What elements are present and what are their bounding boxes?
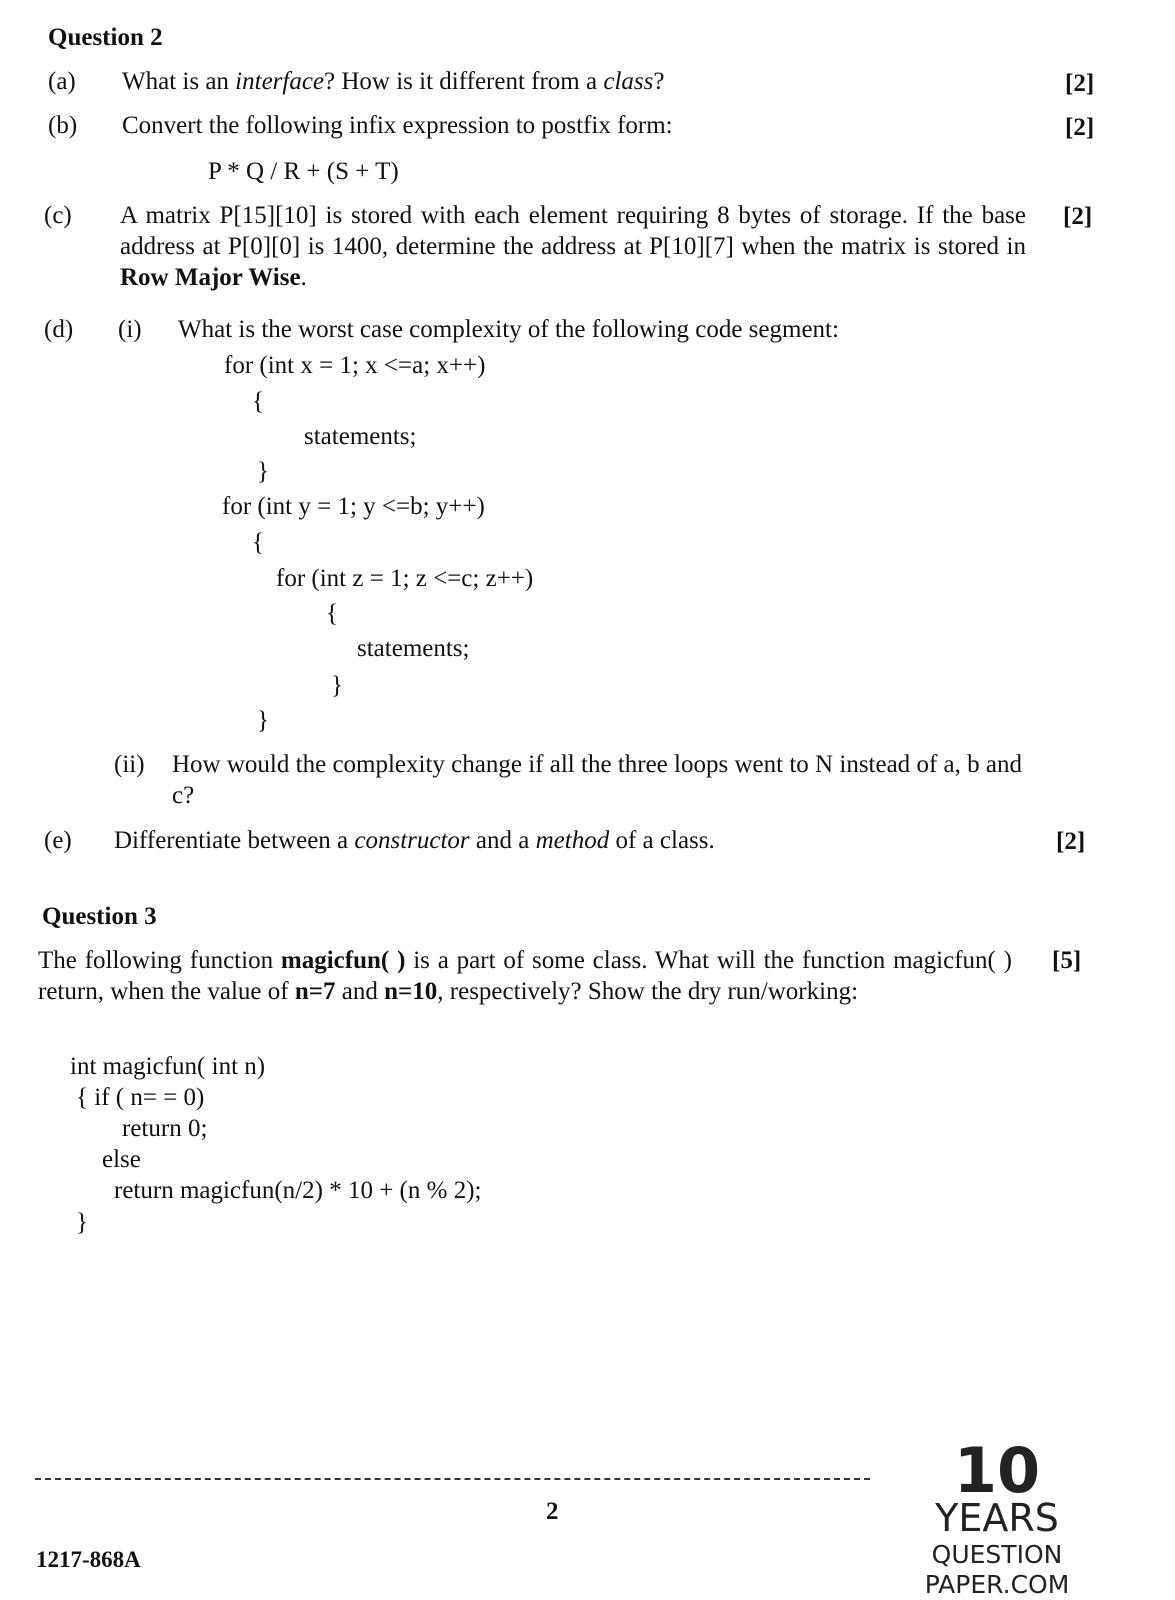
code-line: for (int y = 1; y <=b; y++) xyxy=(222,493,485,520)
q2d-i-label: (i) xyxy=(118,316,142,343)
q2e-marks: [2] xyxy=(1056,828,1086,855)
q2a-text: What is an interface? How is it different from a class? xyxy=(122,68,665,95)
q2b-expression: P * Q / R + (S + T) xyxy=(208,158,399,185)
logo-number: 10 xyxy=(953,1434,1041,1507)
code-line: statements; xyxy=(357,635,470,662)
q2e-label: (e) xyxy=(44,827,72,854)
q2c-marks: [2] xyxy=(1063,203,1093,230)
code-line: { if ( n= = 0) xyxy=(76,1084,205,1111)
question-2-title: Question 2 xyxy=(48,24,163,51)
q3-marks: [5] xyxy=(1052,947,1082,974)
code-line: for (int z = 1; z <=c; z++) xyxy=(276,565,534,592)
q2b-label: (b) xyxy=(48,112,78,139)
q2b-text: Convert the following infix expression to postfix form: xyxy=(122,112,673,139)
logo-site: QUESTION PAPER.COM xyxy=(924,1540,1070,1599)
q2d-ii-text: How would the complexity change if all the three loops went to N instead of a, b and c? xyxy=(172,751,1022,809)
code-line: } xyxy=(257,458,269,485)
code-line: { xyxy=(252,388,264,415)
logo-years: YEARS xyxy=(935,1496,1059,1540)
q2d-ii-label: (ii) xyxy=(114,751,145,778)
q2b-marks: [2] xyxy=(1065,114,1095,141)
code-line: statements; xyxy=(304,423,417,450)
code-line: return magicfun(n/2) * 10 + (n % 2); xyxy=(114,1177,482,1204)
q2c-text: A matrix P[15][10] is stored with each element requiring 8 bytes of storage. If the base address at P[0][0] is 1400, determine the address at P[10][7] when the matrix is stored in Row Major Wise. xyxy=(120,202,1026,291)
footer-divider xyxy=(35,1478,870,1480)
q3-text: The following function magicfun( ) is a part of some class. What will the function magicfun( ) return, when the value of n=7 and n=10, respectively? Show the dry run/working: xyxy=(38,947,1012,1005)
q2d-i-text: What is the worst case complexity of the following code segment: xyxy=(178,316,839,343)
code-line: return 0; xyxy=(122,1115,208,1142)
page-number: 2 xyxy=(546,1498,559,1525)
code-line: int magicfun( int n) xyxy=(70,1053,266,1080)
code-line: { xyxy=(326,600,338,627)
site-logo xyxy=(872,1434,1122,1599)
q2a-label: (a) xyxy=(48,68,76,95)
q2a-marks: [2] xyxy=(1065,70,1095,97)
code-line: else xyxy=(102,1146,141,1173)
code-line: for (int x = 1; x <=a; x++) xyxy=(224,352,486,379)
code-line: } xyxy=(76,1209,88,1236)
q2d-label: (d) xyxy=(44,316,74,343)
question-3-title: Question 3 xyxy=(42,903,157,930)
code-line: } xyxy=(257,707,269,734)
q2e-text: Differentiate between a constructor and a method of a class. xyxy=(114,827,715,854)
paper-code: 1217-868A xyxy=(36,1547,141,1572)
code-line: { xyxy=(252,529,264,556)
code-line: } xyxy=(331,672,343,699)
q2c-label: (c) xyxy=(44,202,72,229)
